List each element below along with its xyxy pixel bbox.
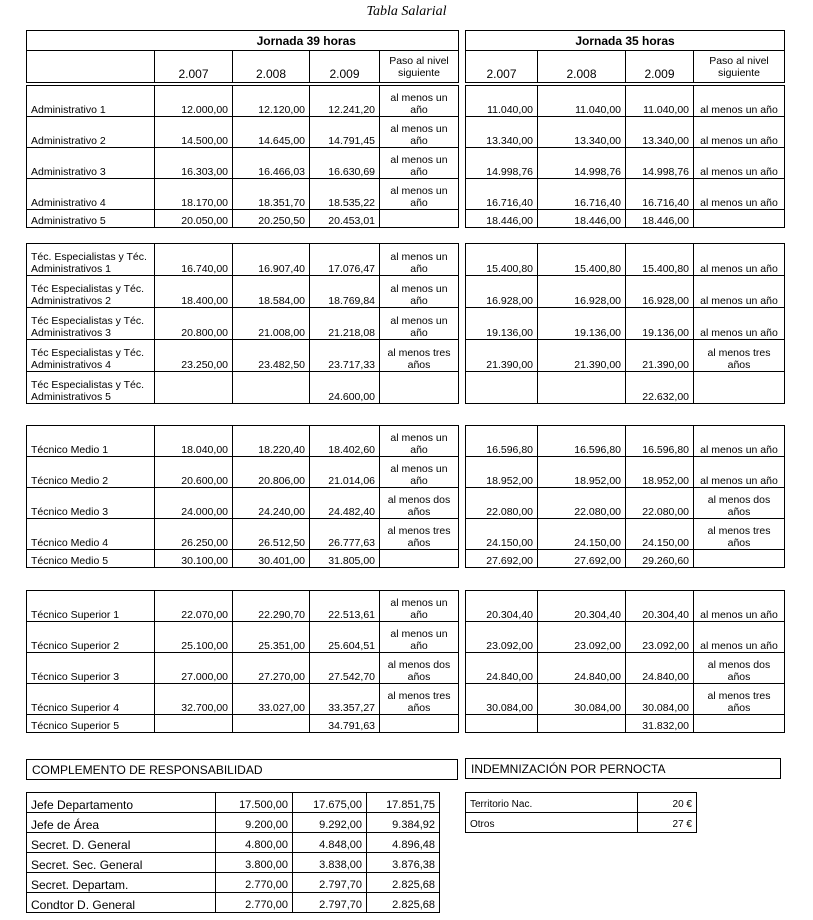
table-row: [27, 308, 459, 340]
salary-value: 18.535,22: [310, 179, 380, 210]
salary-value: 24.600,00: [310, 372, 380, 404]
salary-value: 16.928,00: [538, 276, 626, 308]
paso-value: al menos dos años: [694, 653, 785, 684]
row-label: Téc Especialistas y Téc. Administrativos 2: [27, 276, 155, 308]
salary-value: 31.805,00: [310, 550, 380, 568]
paso-value: al menos un año: [380, 622, 459, 653]
table-row: [466, 210, 785, 228]
salary-value: 24.240,00: [233, 488, 310, 519]
complemento-value: 2.770,00: [216, 893, 293, 913]
paso-value: al menos un año: [380, 244, 459, 276]
row-label: Administrativo 4: [27, 179, 155, 210]
salary-value: 22.632,00: [626, 372, 694, 404]
salary-value: 26.250,00: [155, 519, 233, 550]
table-row: [27, 550, 459, 568]
paso-value: [380, 210, 459, 228]
paso-value: al menos dos años: [380, 488, 459, 519]
row-label: Territorio Nac.: [466, 793, 638, 813]
table-row: [27, 833, 440, 853]
table-row: [27, 372, 459, 404]
salary-value: 16.716,40: [626, 179, 694, 210]
salary-value: 22.080,00: [466, 488, 538, 519]
table-row: [27, 426, 459, 457]
salary-value: 16.596,80: [538, 426, 626, 457]
paso-value: al menos un año: [380, 179, 459, 210]
salary-value: 30.100,00: [155, 550, 233, 568]
right-group-4: [465, 590, 785, 733]
salary-value: 24.840,00: [466, 653, 538, 684]
salary-value: 25.100,00: [155, 622, 233, 653]
paso-value: [694, 372, 785, 404]
paso-value: al menos tres años: [694, 340, 785, 372]
table-row: [466, 622, 785, 653]
paso-value: al menos un año: [694, 148, 785, 179]
salary-value: 30.084,00: [466, 684, 538, 715]
salary-value: [538, 715, 626, 733]
salary-value: 16.466,03: [233, 148, 310, 179]
salary-value: 24.840,00: [538, 653, 626, 684]
salary-value: 22.080,00: [538, 488, 626, 519]
salary-value: 16.596,80: [466, 426, 538, 457]
complemento-value: 4.848,00: [293, 833, 367, 853]
row-label: Administrativo 2: [27, 117, 155, 148]
paso-value: al menos un año: [694, 179, 785, 210]
salary-value: 16.630,69: [310, 148, 380, 179]
complemento-value: 3.800,00: [216, 853, 293, 873]
salary-value: 25.604,51: [310, 622, 380, 653]
salary-value: 19.136,00: [538, 308, 626, 340]
salary-value: 30.084,00: [626, 684, 694, 715]
salary-value: 21.390,00: [626, 340, 694, 372]
salary-value: 21.390,00: [466, 340, 538, 372]
table-row: [466, 372, 785, 404]
table-row: [27, 853, 440, 873]
table-row: [466, 179, 785, 210]
complemento-value: 4.896,48: [367, 833, 440, 853]
table-row: [466, 276, 785, 308]
salary-value: 24.150,00: [538, 519, 626, 550]
paso-value: al menos un año: [694, 117, 785, 148]
table-row: [27, 457, 459, 488]
row-label: Otros: [466, 813, 638, 833]
paso-value: al menos tres años: [380, 684, 459, 715]
salary-value: 33.027,00: [233, 684, 310, 715]
table-row: [466, 793, 697, 813]
salary-value: 20.453,01: [310, 210, 380, 228]
row-label: Administrativo 1: [27, 86, 155, 117]
salary-value: 20.250,50: [233, 210, 310, 228]
table-row: [466, 244, 785, 276]
salary-value: 16.716,40: [466, 179, 538, 210]
salary-value: 14.998,76: [466, 148, 538, 179]
salary-value: 12.241,20: [310, 86, 380, 117]
complemento-value: 17.675,00: [293, 793, 367, 813]
left-group-2: [26, 243, 459, 404]
salary-value: 27.270,00: [233, 653, 310, 684]
salary-value: 27.692,00: [466, 550, 538, 568]
row-label: Técnico Superior 3: [27, 653, 155, 684]
table-row: [27, 873, 440, 893]
salary-value: 14.791,45: [310, 117, 380, 148]
paso-value: al menos un año: [694, 622, 785, 653]
paso-value: al menos un año: [694, 426, 785, 457]
salary-value: 18.952,00: [538, 457, 626, 488]
row-label: Secret. D. General: [27, 833, 216, 853]
table-row: [466, 550, 785, 568]
left-year-2: 2.008: [233, 51, 310, 83]
salary-value: 18.769,84: [310, 276, 380, 308]
complemento-value: 2.825,68: [367, 873, 440, 893]
salary-value: 21.390,00: [538, 340, 626, 372]
paso-value: al menos tres años: [380, 519, 459, 550]
salary-value: [466, 715, 538, 733]
salary-value: 18.220,40: [233, 426, 310, 457]
table-row: [466, 653, 785, 684]
table-row: [27, 813, 440, 833]
table-row: [466, 340, 785, 372]
salary-value: 20.600,00: [155, 457, 233, 488]
salary-value: 19.136,00: [466, 308, 538, 340]
right-header-table: [465, 30, 785, 83]
table-row: [466, 148, 785, 179]
pernocta-value: 20 €: [638, 793, 697, 813]
table-row: [27, 210, 459, 228]
salary-value: 18.351,70: [233, 179, 310, 210]
paso-value: al menos un año: [694, 308, 785, 340]
salary-value: 24.482,40: [310, 488, 380, 519]
salary-value: 18.584,00: [233, 276, 310, 308]
row-label: Técnico Superior 2: [27, 622, 155, 653]
left-year-3: 2.009: [310, 51, 380, 83]
salary-value: 18.952,00: [626, 457, 694, 488]
complemento-value: 2.770,00: [216, 873, 293, 893]
right-header-title: Jornada 35 horas: [466, 31, 785, 51]
salary-value: 25.351,00: [233, 622, 310, 653]
salary-value: 30.084,00: [538, 684, 626, 715]
salary-value: 17.076,47: [310, 244, 380, 276]
paso-value: [380, 715, 459, 733]
salary-value: 15.400,80: [626, 244, 694, 276]
table-row: [27, 622, 459, 653]
right-paso-header: Paso al nivel siguiente: [694, 51, 785, 83]
salary-value: 27.542,70: [310, 653, 380, 684]
table-row: [27, 244, 459, 276]
paso-value: al menos un año: [694, 276, 785, 308]
paso-value: al menos un año: [380, 591, 459, 622]
table-row: [466, 86, 785, 117]
salary-value: 32.700,00: [155, 684, 233, 715]
salary-value: 34.791,63: [310, 715, 380, 733]
complemento-value: 3.876,38: [367, 853, 440, 873]
salary-value: 27.692,00: [538, 550, 626, 568]
salary-value: 11.040,00: [466, 86, 538, 117]
salary-value: 31.832,00: [626, 715, 694, 733]
row-label: Secret. Departam.: [27, 873, 216, 893]
salary-value: 11.040,00: [538, 86, 626, 117]
row-label: Téc Especialistas y Téc. Administrativos 5: [27, 372, 155, 404]
salary-value: 18.446,00: [626, 210, 694, 228]
left-header-table: [26, 30, 459, 83]
row-label: Téc Especialistas y Téc. Administrativos 4: [27, 340, 155, 372]
salary-value: 26.512,50: [233, 519, 310, 550]
salary-value: 24.150,00: [466, 519, 538, 550]
salary-value: 12.120,00: [233, 86, 310, 117]
row-label: Técnico Superior 4: [27, 684, 155, 715]
complemento-value: 9.292,00: [293, 813, 367, 833]
paso-value: al menos un año: [380, 308, 459, 340]
paso-value: al menos un año: [694, 86, 785, 117]
salary-value: 21.008,00: [233, 308, 310, 340]
table-row: [466, 813, 697, 833]
table-row: [466, 488, 785, 519]
table-row: [27, 591, 459, 622]
table-row: [27, 684, 459, 715]
complemento-value: 2.797,70: [293, 873, 367, 893]
right-year-1: 2.007: [466, 51, 538, 83]
salary-value: 20.050,00: [155, 210, 233, 228]
complemento-value: 9.384,92: [367, 813, 440, 833]
salary-value: 15.400,80: [538, 244, 626, 276]
table-row: [27, 488, 459, 519]
salary-value: 14.998,76: [626, 148, 694, 179]
table-row: [466, 308, 785, 340]
table-row: [27, 179, 459, 210]
table-row: [27, 86, 459, 117]
salary-value: 23.717,33: [310, 340, 380, 372]
salary-value: 20.304,40: [466, 591, 538, 622]
salary-value: 18.040,00: [155, 426, 233, 457]
salary-value: 16.928,00: [626, 276, 694, 308]
salary-value: 24.840,00: [626, 653, 694, 684]
salary-value: 21.014,06: [310, 457, 380, 488]
complemento-value: 4.800,00: [216, 833, 293, 853]
row-label: Técnico Medio 4: [27, 519, 155, 550]
row-label: Administrativo 5: [27, 210, 155, 228]
salary-value: 23.092,00: [626, 622, 694, 653]
salary-value: 13.340,00: [538, 117, 626, 148]
table-row: [27, 340, 459, 372]
salary-value: 13.340,00: [466, 117, 538, 148]
complemento-value: 17.851,75: [367, 793, 440, 813]
salary-value: 16.303,00: [155, 148, 233, 179]
table-row: [27, 519, 459, 550]
complemento-title: COMPLEMENTO DE RESPONSABILIDAD: [26, 759, 458, 780]
right-group-3: [465, 425, 785, 568]
salary-value: 18.402,60: [310, 426, 380, 457]
row-label: Téc. Especialistas y Téc. Administrativos 1: [27, 244, 155, 276]
salary-value: 16.596,80: [626, 426, 694, 457]
table-row: [466, 715, 785, 733]
salary-value: 20.304,40: [538, 591, 626, 622]
paso-value: [380, 550, 459, 568]
salary-value: [538, 372, 626, 404]
left-group-4: [26, 590, 459, 733]
row-label: Técnico Medio 1: [27, 426, 155, 457]
table-row: [27, 893, 440, 913]
complemento-value: 17.500,00: [216, 793, 293, 813]
complemento-value: 3.838,00: [293, 853, 367, 873]
table-row: [466, 591, 785, 622]
table-row: [27, 117, 459, 148]
salary-value: [233, 715, 310, 733]
table-row: [27, 148, 459, 179]
salary-value: 20.806,00: [233, 457, 310, 488]
table-row: [466, 457, 785, 488]
salary-value: 12.000,00: [155, 86, 233, 117]
pernocta-table: [465, 792, 697, 833]
pernocta-value: 27 €: [638, 813, 697, 833]
right-group-1: [465, 85, 785, 228]
table-row: [27, 793, 440, 813]
salary-value: 15.400,80: [466, 244, 538, 276]
paso-value: al menos dos años: [694, 488, 785, 519]
right-group-2: [465, 243, 785, 404]
salary-value: 22.290,70: [233, 591, 310, 622]
salary-value: [233, 372, 310, 404]
paso-value: al menos dos años: [380, 653, 459, 684]
paso-value: al menos tres años: [694, 684, 785, 715]
table-row: [466, 426, 785, 457]
salary-value: 14.998,76: [538, 148, 626, 179]
row-label: Técnico Medio 2: [27, 457, 155, 488]
left-year-1: 2.007: [155, 51, 233, 83]
salary-value: 20.800,00: [155, 308, 233, 340]
paso-value: al menos un año: [380, 457, 459, 488]
salary-value: 18.400,00: [155, 276, 233, 308]
salary-value: 30.401,00: [233, 550, 310, 568]
left-group-3: [26, 425, 459, 568]
left-paso-header: Paso al nivel siguiente: [380, 51, 459, 83]
salary-value: 24.000,00: [155, 488, 233, 519]
salary-value: 16.928,00: [466, 276, 538, 308]
table-row: [27, 276, 459, 308]
salary-value: 27.000,00: [155, 653, 233, 684]
salary-value: [466, 372, 538, 404]
salary-value: 18.446,00: [466, 210, 538, 228]
table-row: [466, 519, 785, 550]
salary-value: 21.218,08: [310, 308, 380, 340]
paso-value: al menos un año: [380, 86, 459, 117]
salary-value: 11.040,00: [626, 86, 694, 117]
salary-value: 24.150,00: [626, 519, 694, 550]
paso-value: [694, 210, 785, 228]
salary-value: 18.170,00: [155, 179, 233, 210]
salary-value: 23.092,00: [538, 622, 626, 653]
left-group-1: [26, 85, 459, 228]
row-label: Técnico Medio 5: [27, 550, 155, 568]
right-year-3: 2.009: [626, 51, 694, 83]
paso-value: al menos un año: [380, 148, 459, 179]
salary-value: 16.716,40: [538, 179, 626, 210]
row-label: Técnico Superior 1: [27, 591, 155, 622]
salary-value: 23.482,50: [233, 340, 310, 372]
salary-value: 29.260,60: [626, 550, 694, 568]
salary-value: 19.136,00: [626, 308, 694, 340]
complemento-value: 2.797,70: [293, 893, 367, 913]
left-header-title: Jornada 39 horas: [155, 31, 459, 51]
salary-value: 14.645,00: [233, 117, 310, 148]
salary-value: 22.070,00: [155, 591, 233, 622]
paso-value: [694, 550, 785, 568]
table-row: [27, 653, 459, 684]
salary-value: 22.080,00: [626, 488, 694, 519]
row-label: Jefe Departamento: [27, 793, 216, 813]
row-label: Técnico Superior 5: [27, 715, 155, 733]
salary-value: 18.952,00: [466, 457, 538, 488]
salary-value: 13.340,00: [626, 117, 694, 148]
row-label: Técnico Medio 3: [27, 488, 155, 519]
salary-value: 16.740,00: [155, 244, 233, 276]
complemento-value: 9.200,00: [216, 813, 293, 833]
paso-value: [694, 715, 785, 733]
page-title: Tabla Salarial: [366, 4, 447, 19]
row-label: Condtor D. General: [27, 893, 216, 913]
paso-value: al menos un año: [694, 244, 785, 276]
paso-value: al menos tres años: [380, 340, 459, 372]
paso-value: al menos un año: [380, 276, 459, 308]
right-year-2: 2.008: [538, 51, 626, 83]
table-row: [466, 117, 785, 148]
row-label: Téc Especialistas y Téc. Administrativos 3: [27, 308, 155, 340]
salary-value: 14.500,00: [155, 117, 233, 148]
row-label: Secret. Sec. General: [27, 853, 216, 873]
paso-value: al menos un año: [694, 457, 785, 488]
salary-value: 18.446,00: [538, 210, 626, 228]
row-label: Jefe de Área: [27, 813, 216, 833]
salary-value: 20.304,40: [626, 591, 694, 622]
complemento-table: [26, 792, 440, 913]
paso-value: al menos un año: [380, 426, 459, 457]
complemento-value: 2.825,68: [367, 893, 440, 913]
paso-value: al menos un año: [380, 117, 459, 148]
salary-value: 23.092,00: [466, 622, 538, 653]
paso-value: al menos un año: [694, 591, 785, 622]
salary-value: 23.250,00: [155, 340, 233, 372]
salary-value: 22.513,61: [310, 591, 380, 622]
salary-value: 16.907,40: [233, 244, 310, 276]
salary-value: 33.357,27: [310, 684, 380, 715]
salary-value: [155, 715, 233, 733]
pernocta-title: INDEMNIZACIÓN POR PERNOCTA: [465, 758, 781, 779]
paso-value: [380, 372, 459, 404]
table-row: [27, 715, 459, 733]
row-label: Administrativo 3: [27, 148, 155, 179]
paso-value: al menos tres años: [694, 519, 785, 550]
salary-value: [155, 372, 233, 404]
table-row: [466, 684, 785, 715]
salary-value: 26.777,63: [310, 519, 380, 550]
